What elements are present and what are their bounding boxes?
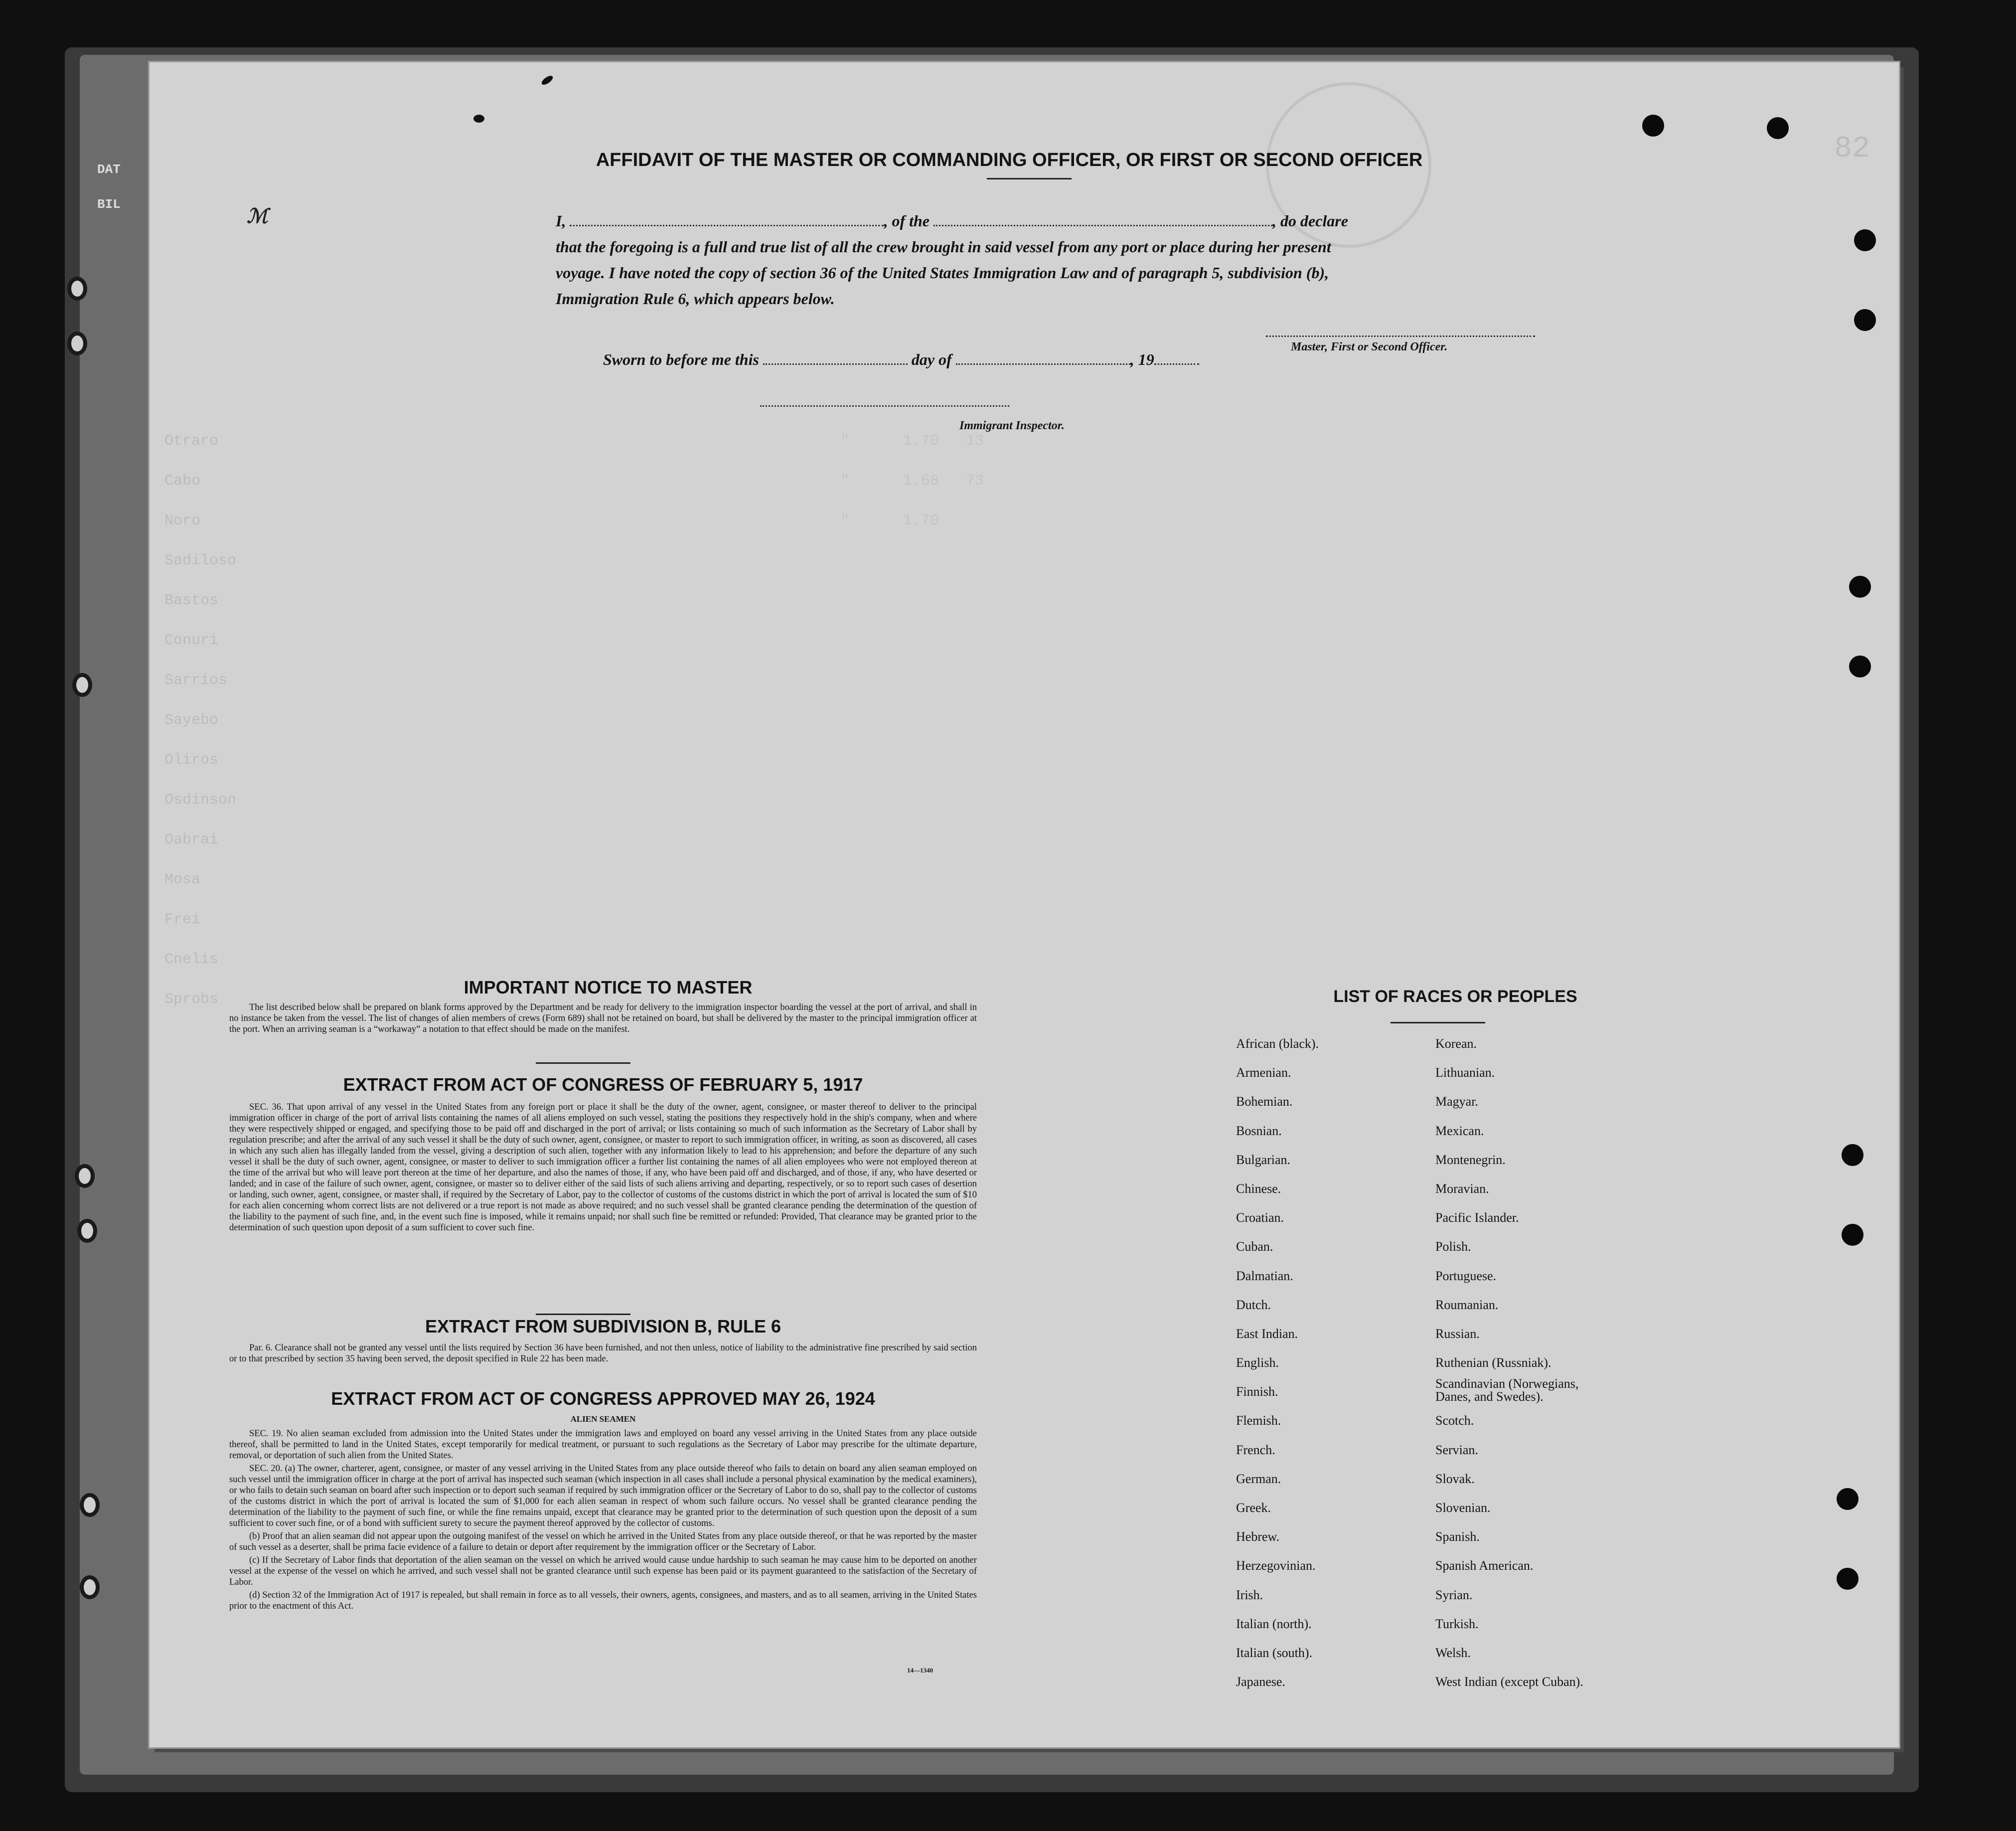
- punch-hole-icon: [1849, 656, 1871, 677]
- affidavit-title: AFFIDAVIT OF THE MASTER OR COMMANDING OFFICER, OR FIRST OR SECOND OFFICER: [596, 150, 1423, 170]
- extract-1924-text: SEC. 19. No alien seaman excluded from admission into the United States under the immigration laws and employed on board any vessel arriving in the United States from any place outside thereof, shall be permitted to land in the United States, except temporarily for medical treatment, or pursuant to such regulations as the Secretary of Labor may prescribe for the ultimate departure, removal, or deportation of such alien from the United States. SEC. 20. (a) The owner, charterer, agent, consignee, or master of any vessel arriving in the United States from any place outside thereof who fails to detain on board any alien seaman employed on such vessel until the immigration officer in charge at the port of arrival has inspected such seaman (which inspection in all cases shall include a personal physical examination by the medical examiners), or who fails to detain such seaman on board after such inspection or to deport such seaman if required by such immigration officer or the Secretary of Labor to do so, shall pay to the collector of customs of the customs district in which the port of arrival is located the sum of $1,000 for each alien seaman in respect of whom such failure occurs. No vessel shall be granted clearance pending the determination of the liability to the payment of such fine, or while the fine remains unpaid, except that clearance may be granted prior to the determination of such question upon the deposit of a sum sufficient to cover such fine, or of a bond with sufficient surety to secure the payment thereof approved by the collector of customs. (b) Proof that an alien seaman did not appear upon the outgoing manifest of the vessel on which he arrived in the United States from any place outside thereof, or that he was reported by the master of such vessel as a deserter, shall be prima facie evidence of a failure to detain or deport after requirement by the immigration officer or the Secretary of Labor. (c) If the Secretary of Labor finds that deportation of the alien seaman on the vessel on which he arrived would cause undue hardship to such seaman he may cause him to be deported on another vessel at the expense of the vessel on which he arrived, and such vessel shall not be granted clearance until such expense has been paid or its payment guaranteed to the satisfaction of the Secretary of Labor. (d) Section 32 of the Immigration Act of 1917 is repealed, but shall remain in force as to all vessels, their owners, agents, consignees, and masters, and as to all seamen, arriving in the United States prior to the enactment of this Act.: [229, 1429, 977, 1611]
- race-item: Flemish.: [1236, 1413, 1281, 1428]
- race-item: Italian (south).: [1236, 1645, 1313, 1660]
- races-left-column: [1236, 1029, 1319, 1696]
- bleed-through-text: Otraro Cabo Noro Sadiloso Bastos Conuri Sarrios Sayebo Oliros Osdinson Oabrai Mosa Frei Cnelis Sprobs: [164, 433, 237, 1008]
- declaration-line: I, , of the , do declare: [556, 212, 1348, 230]
- race-item: Lithuanian.: [1435, 1065, 1495, 1080]
- race-item: Dalmatian.: [1236, 1268, 1293, 1283]
- alien-seamen-subtitle: ALIEN SEAMEN: [570, 1414, 636, 1424]
- race-item: Bohemian.: [1236, 1094, 1293, 1109]
- edge-text-bil: BIL: [97, 197, 121, 212]
- master-signature-label: Master, First or Second Officer.: [1291, 340, 1448, 353]
- punch-hole-icon: [1854, 309, 1876, 331]
- race-item: Finnish.: [1236, 1384, 1278, 1399]
- affidavit-line-3: Immigration Rule 6, which appears below.: [556, 290, 835, 308]
- race-item: Japanese.: [1236, 1674, 1285, 1689]
- affidavit-line-1: that the foregoing is a full and true list of all the crew brought in said vessel from any port or place during her present: [556, 238, 1331, 256]
- race-item: English.: [1236, 1355, 1279, 1370]
- extract-1917-title: EXTRACT FROM ACT OF CONGRESS OF FEBRUARY 5, 1917: [343, 1074, 863, 1095]
- manifest-page: 82 ℳ AFFIDAVIT OF THE MASTER OR COMMANDING OFFICER, OR FIRST OR SECOND OFFICER I, , of the , do declare that the foregoing is a full and true list of all the crew brought in said vessel from any port or place during her present voyage. I have noted the copy of section 36 of the United States Immigration Law and of paragraph 5, subdivision (b), Immigration Rule 6, which appears below. Master, First or Second Officer. Sworn to before me this day of , 19 Immigrant Inspector. Otraro Cabo Noro Sadiloso Bastos Conuri Sarrios Sayebo Oliros Osdinson Oabrai Mosa Frei Cnelis Sprobs " 1.70 13 " 1.68 73 " 1.70 IMPORTANT NOTICE TO MASTER The list described below shall be prepared on blank forms approved by the Department and be ready for delivery to the immigration inspector boarding the vessel at the port of arrival, and shall in no instance be taken from the vessel. The list of changes of alien members of crews (Form 689) shall not be retained on board, but shall be delivered by the master to the principal immigration officer at the port. When an arriving seaman is a “workaway” a notation to that effect should be made on the manifest. EXTRACT FROM ACT OF CONGRESS OF FEBRUARY 5, 1917 SEC. 36. That upon arrival of any vessel in the United States from any foreign port or place it shall be the duty of the owner, agent, consignee, or master thereof to deliver to the principal immigration officer in charge of the port of arrival lists containing the names of all aliens employed on such vessel, stating the positions they respectively hold in the ship's company, when and where they were respectively shipped or engaged, and specifying those to be paid off and discharged in the port of arrival; or lists containing so much of such information as the Secretary of Labor shall by regulation prescribe; and after the arrival of any such vessel it shall be the duty of such owner, agent, consignee, or master to report to such immigration officer, in writing, as soon as discovered, all cases in which any such alien has illegally landed from the vessel, giving a description of such alien, together with any information likely to lead to his apprehension; and before the departure of any such vessel it shall be the duty of such owner, agent, consignee, or master to deliver to such immigration officer a further list containing the names of all alien employees who were not employed thereon at the time of the arrival but who will leave port thereon at the time of her departure, and also the names of those, if any, who have been paid off and discharged, and of those, if any, who have deserted or landed; and in case of the failure of such owner, agent, consignee, or master so to deliver either of the said lists of such aliens arriving and departing, respectively, or so to report such cases of desertion or landing, such owner, agent, consignee, or master shall, if required by the Secretary of Labor, pay to the collector of customs of the customs district in which the port of arrival is located the sum of $10 for each alien concerning whom correct lists are not delivered or a true report is not made as above required; and no such vessel shall be granted clearance pending the determination of the question of the liability to the payment of such fine, and, in the event such fine is imposed, while it remains unpaid; nor shall such fine be remitted or refunded: Provided, That clearance may be granted prior to the determination of such question upon deposit of a sum sufficient to cover such fine. EXTRACT FROM SUBDIVISION B, RULE 6 Par. 6. Clearance shall not be granted any vessel until the lists required by Section 36 have been furnished, and not then unless, notice of liability to the administrative fine prescribed by said section or to that prescribed by section 35 having been served, the deposit specified in Rule 22 has been made. EXTRACT FROM ACT OF CONGRESS APPROVED MAY 26, 1924 ALIEN SEAMEN SEC. 19. No alien seaman excluded from admission into the United States under the immigration laws and employed on board any vessel arriving in the United States from any place outside thereof, shall be permitted to land in the United States, except temporarily for medical treatment, or pursuant to such regulations as the Secretary of Labor may prescribe for the ultimate departure, removal, or deportation of such alien from the United States. SEC. 20. (a) The owner, charterer, agent, consignee, or master of any vessel arriving in the United States from any place outside thereof who fails to detain on board any alien seaman employed on such vessel until the immigration officer in charge at the port of arrival has inspected such seaman (which inspection in all cases shall include a personal physical examination by the medical examiners), or who fails to detain such seaman on board after such inspection or to deport such seaman if required by such immigration officer or the Secretary of Labor to do so, shall pay to the collector of customs of the customs district in which the port of arrival is located the sum of $1,000 for each alien seaman in respect of whom such failure occurs. No vessel shall be granted clearance pending the determination of the liability to the payment of such fine, or while the fine remains unpaid, except that clearance may be granted prior to the determination of such question upon the deposit of a sum sufficient to cover such fine, or of a bond with sufficient surety to secure the payment thereof approved by the collector of customs. (b) Proof that an alien seaman did not appear upon the outgoing manifest of the vessel on which he arrived in the United States from any place outside thereof, or that he was reported by the master of such vessel as a deserter, shall be prima facie evidence of a failure to detain or deport after requirement by the immigration officer or the Secretary of Labor. (c) If the Secretary of Labor finds that deportation of the alien seaman on the vessel on which he arrived would cause undue hardship to such seaman he may cause him to be deported on another vessel at the expense of the vessel on which he arrived, and such vessel shall not be granted clearance until such expense has been paid or its payment guaranteed to the satisfaction of the Secretary of Labor. (d) Section 32 of the Immigration Act of 1917 is repealed, but shall remain in force as to all vessels, their owners, agents, consignees, and masters, and as to all seamen, arriving in the United States prior to the enactment of this Act. 14—1340 LIST OF RACES OR PEOPLES African (black). Armenian. Bohemian. Bosnian. Bulgarian. Chinese. Croatian. Cuban. Dalmatian. Dutch. East Indian. English. Finnish. Flemish. French. German. Greek. Hebrew. Herzegovinian. Irish. Italian (north). Italian (south). Japanese. Korean. Lithuanian. Magyar. Mexican. Montenegrin. Moravian. Pacific Islander. Polish. Portuguese. Roumanian. Russian. Ruthenian (Russniak). Scandinavian (Norwegians, Danes, and Swedes). Scotch. Servian. Slovak. Slovenian. Spanish. Spanish American. Syrian. Turkish. Welsh. West Indian (except Cuban).: [150, 62, 1899, 1747]
- divider: [1391, 1022, 1485, 1023]
- race-item: Irish.: [1236, 1587, 1263, 1602]
- punch-hole-icon: [1767, 117, 1789, 139]
- race-item: Scandinavian (Norwegians, Danes, and Swedes).: [1435, 1376, 1579, 1404]
- race-item: Spanish American.: [1435, 1558, 1534, 1573]
- divider: [536, 1062, 630, 1064]
- extract-rule6-text: Par. 6. Clearance shall not be granted any vessel until the lists required by Section 36 have been furnished, and not then unless, notice of liability to the administrative fine prescribed by said section or to that prescribed by section 35 having been served, the deposit specified in Rule 22 has been made.: [229, 1343, 977, 1364]
- race-item: African (black).: [1236, 1036, 1319, 1051]
- binder-hole-icon: [67, 332, 87, 355]
- race-item: Russian.: [1435, 1326, 1480, 1341]
- race-item: Mexican.: [1435, 1123, 1484, 1138]
- races-title: LIST OF RACES OR PEOPLES: [1333, 987, 1577, 1006]
- punch-hole-icon: [1837, 1488, 1859, 1510]
- form-number: 14—1340: [907, 1666, 933, 1674]
- race-item: Scotch.: [1435, 1413, 1474, 1428]
- race-item: Chinese.: [1236, 1181, 1281, 1196]
- race-item: German.: [1236, 1471, 1281, 1486]
- race-item: Armenian.: [1236, 1065, 1291, 1080]
- race-item: Servian.: [1435, 1442, 1478, 1457]
- race-item: Slovak.: [1435, 1471, 1475, 1486]
- punch-hole-icon: [1842, 1144, 1863, 1166]
- punch-hole-icon: [1854, 229, 1876, 251]
- inspector-signature-label: Immigrant Inspector.: [959, 419, 1065, 432]
- extract-1917-text: SEC. 36. That upon arrival of any vessel in the United States from any foreign port or place it shall be the duty of the owner, agent, consignee, or master thereof to deliver to the principal immigration officer in charge of the port of arrival lists containing the names of all aliens employed on such vessel, stating the positions they respectively hold in the ship's company, when and where they were respectively shipped or engaged, and specifying those to be paid off and discharged in the port of arrival; or lists containing so much of such information as the Secretary of Labor shall by regulation prescribe; and after the arrival of any such vessel it shall be the duty of such owner, agent, consignee, or master to report to such immigration officer, in writing, as soon as discovered, all cases in which any such alien has illegally landed from the vessel, giving a description of such alien, together with any information likely to lead to his apprehension; and before the departure of any such vessel it shall be the duty of such owner, agent, consignee, or master to deliver to such immigration officer a further list containing the names of all alien employees who were not employed thereon at the time of the arrival but who will leave port thereon at the time of her departure, and also the names of those, if any, who have been paid off and discharged, and of those, if any, who have deserted or landed; and in case of the failure of such owner, agent, consignee, or master so to deliver either of the said lists of such aliens arriving and departing, respectively, or so to report such cases of desertion or landing, such owner, agent, consignee, or master shall, if required by the Secretary of Labor, pay to the collector of customs of the customs district in which the port of arrival is located the sum of $10 for each alien concerning whom correct lists are not delivered or a true report is not made as above required; and no such vessel shall be granted clearance pending the determination of the question of the liability to the payment of such fine, and, in the event such fine is imposed, while it remains unpaid; nor shall such fine be remitted or refunded: Provided, That clearance may be granted prior to the determination of such question upon deposit of a sum sufficient to cover such fine.: [229, 1102, 977, 1233]
- race-item: Moravian.: [1435, 1181, 1489, 1196]
- race-item: Montenegrin.: [1435, 1152, 1506, 1167]
- race-item: Hebrew.: [1236, 1529, 1280, 1544]
- race-item: Slovenian.: [1435, 1500, 1491, 1515]
- race-item: Cuban.: [1236, 1239, 1273, 1254]
- race-item: Syrian.: [1435, 1587, 1473, 1602]
- race-item: Dutch.: [1236, 1297, 1271, 1312]
- race-item: Herzegovinian.: [1236, 1558, 1316, 1573]
- race-item: Turkish.: [1435, 1616, 1479, 1631]
- punch-hole-icon: [1849, 576, 1871, 598]
- race-item: Pacific Islander.: [1435, 1210, 1519, 1225]
- notice-title: IMPORTANT NOTICE TO MASTER: [464, 977, 753, 998]
- race-item: French.: [1236, 1442, 1275, 1457]
- race-item: West Indian (except Cuban).: [1435, 1674, 1583, 1689]
- race-item: Korean.: [1435, 1036, 1477, 1051]
- edge-text-dat: DAT: [97, 162, 121, 177]
- extract-rule6-title: EXTRACT FROM SUBDIVISION B, RULE 6: [425, 1316, 781, 1336]
- handwritten-scribble: ℳ: [247, 205, 268, 227]
- binder-hole-icon: [80, 1575, 100, 1599]
- race-item: East Indian.: [1236, 1326, 1298, 1341]
- race-item: Polish.: [1435, 1239, 1471, 1254]
- race-item: Bulgarian.: [1236, 1152, 1291, 1167]
- ink-mark: [473, 115, 484, 123]
- punch-hole-icon: [1642, 115, 1664, 137]
- race-item: Bosnian.: [1236, 1123, 1282, 1138]
- divider: [536, 1314, 630, 1315]
- race-item: Croatian.: [1236, 1210, 1284, 1225]
- race-item: Roumanian.: [1435, 1297, 1499, 1312]
- race-item: Italian (north).: [1236, 1616, 1312, 1631]
- race-item: Spanish.: [1435, 1529, 1480, 1544]
- binder-hole-icon: [77, 1219, 97, 1243]
- race-item: Ruthenian (Russniak).: [1435, 1355, 1551, 1370]
- binder-hole-icon: [75, 1164, 95, 1188]
- race-item: Portuguese.: [1435, 1268, 1497, 1283]
- master-signature-line: [1266, 335, 1535, 337]
- notice-text: The list described below shall be prepared on blank forms approved by the Department and be ready for delivery to the immigration inspector boarding the vessel at the port of arrival, and shall in no instance be taken from the vessel. The list of changes of alien members of crews (Form 689) shall not be retained on board, but shall be delivered by the master to the principal immigration officer at the port. When an arriving seaman is a “workaway” a notation to that effect should be made on the manifest.: [229, 1002, 977, 1034]
- races-right-column: [1435, 1029, 1615, 1696]
- punch-hole-icon: [1837, 1568, 1859, 1590]
- race-item: Greek.: [1236, 1500, 1271, 1515]
- binder-hole-icon: [67, 277, 87, 301]
- affidavit-line-2: voyage. I have noted the copy of section 36 of the United States Immigration Law and of paragraph 5, subdivision (b),: [556, 264, 1329, 282]
- binder-hole-icon: [72, 673, 92, 697]
- race-item: Magyar.: [1435, 1094, 1478, 1109]
- divider: [987, 178, 1072, 179]
- extract-1924-title: EXTRACT FROM ACT OF CONGRESS APPROVED MAY 26, 1924: [331, 1388, 875, 1409]
- binder-hole-icon: [80, 1493, 100, 1517]
- race-item: Welsh.: [1435, 1645, 1471, 1660]
- page-number: 82: [1834, 132, 1870, 166]
- inspector-signature-line: [760, 405, 1009, 407]
- punch-hole-icon: [1842, 1224, 1863, 1246]
- sworn-line: Sworn to before me this day of , 19: [603, 350, 1199, 369]
